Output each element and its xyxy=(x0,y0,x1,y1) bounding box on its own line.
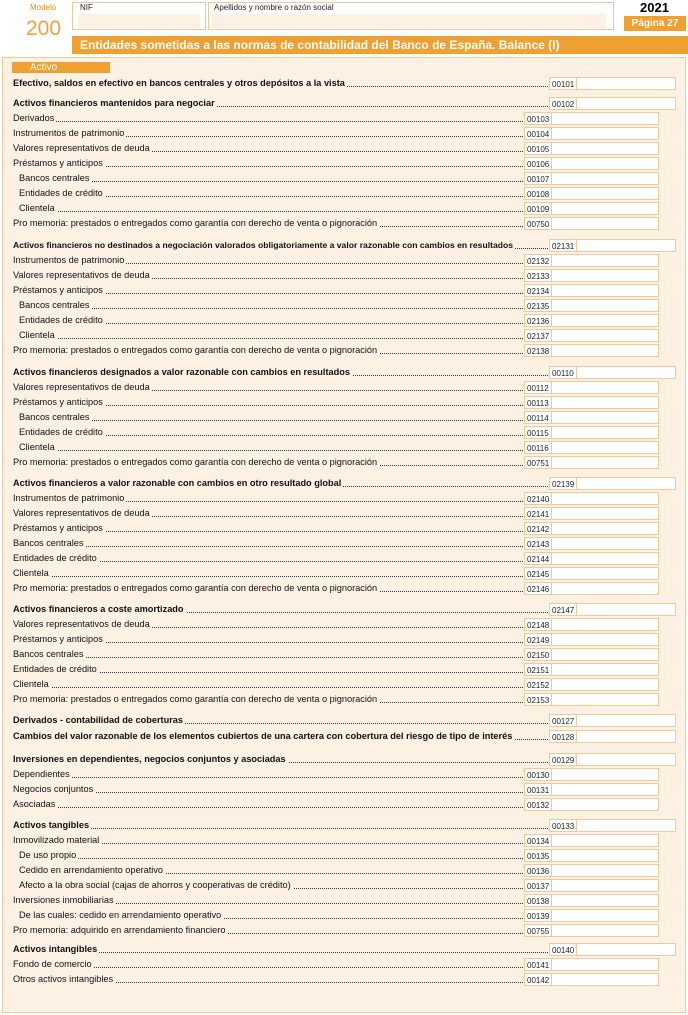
box-code: 00136 xyxy=(524,864,552,877)
row-label-text: Inmovilizado material xyxy=(13,835,100,845)
box-code: 00106 xyxy=(524,157,552,170)
row-label xyxy=(13,730,548,743)
amount-input[interactable] xyxy=(551,142,659,155)
row-label xyxy=(13,344,523,357)
amount-input[interactable] xyxy=(551,202,659,215)
amount-input[interactable] xyxy=(551,798,659,811)
row-label xyxy=(13,603,548,616)
row-label-text: De uso propio xyxy=(19,850,77,860)
box-code: 00109 xyxy=(524,202,552,215)
box-code: 00141 xyxy=(524,958,552,971)
row-label-text: Activos tangibles xyxy=(13,820,90,830)
modelo-label: Modelo xyxy=(30,3,57,12)
row-label xyxy=(19,441,523,454)
box-code: 02133 xyxy=(524,269,552,282)
row-label xyxy=(19,299,523,312)
box-code: 02141 xyxy=(524,507,552,520)
row-label xyxy=(19,849,523,862)
amount-input[interactable] xyxy=(551,582,659,595)
name-label: Apellidos y nombre o razón social xyxy=(214,3,334,12)
amount-input[interactable] xyxy=(551,381,659,394)
box-code: 02132 xyxy=(524,254,552,267)
modelo-number: 200 xyxy=(26,17,62,40)
row-label-text: Activos financieros mantenidos para negociar xyxy=(13,98,215,108)
row-label-text: Activos financieros a valor razonable con cambios en otro resultado global xyxy=(13,478,342,488)
box-code: 02140 xyxy=(524,492,552,505)
box-code: 02142 xyxy=(524,522,552,535)
row-label xyxy=(13,366,548,379)
box-code: 00112 xyxy=(524,381,552,394)
row-label xyxy=(13,112,523,125)
row-label-text: Afecto a la obra social (cajas de ahorros y cooperativas de crédito) xyxy=(19,880,291,890)
amount-input[interactable] xyxy=(551,254,659,267)
row-label xyxy=(13,678,523,691)
amount-input[interactable] xyxy=(576,753,676,766)
nif-input[interactable] xyxy=(78,14,200,28)
row-label-text: Préstamos y anticipos xyxy=(13,634,103,644)
row-label-text: Valores representativos de deuda xyxy=(13,143,150,153)
box-code: 02150 xyxy=(524,648,552,661)
row-label xyxy=(13,567,523,580)
row-label-text: Activos financieros a coste amortizado xyxy=(13,604,184,614)
box-code: 02148 xyxy=(524,618,552,631)
box-code: 00140 xyxy=(549,943,577,956)
row-label xyxy=(13,924,523,937)
row-label-text: Efectivo, saldos en efectivo en bancos centrales y otros depósitos a la vista xyxy=(13,78,345,88)
row-label xyxy=(19,329,523,342)
box-code: 00114 xyxy=(524,411,552,424)
row-label xyxy=(13,127,523,140)
box-code: 00102 xyxy=(549,97,577,110)
amount-input[interactable] xyxy=(551,269,659,282)
page-title: Entidades sometidas a las normas de contabilidad del Banco de España. Balance (I) xyxy=(72,36,688,54)
row-label xyxy=(13,552,523,565)
amount-input[interactable] xyxy=(551,973,659,986)
amount-input[interactable] xyxy=(576,239,676,252)
box-code: 02153 xyxy=(524,693,552,706)
box-code: 00108 xyxy=(524,187,552,200)
amount-input[interactable] xyxy=(551,456,659,469)
amount-input[interactable] xyxy=(551,127,659,140)
row-label-text: Pro memoria: adquirido en arrendamiento financiero xyxy=(13,925,226,935)
amount-input[interactable] xyxy=(551,396,659,409)
row-label-text: Derivados xyxy=(13,113,55,123)
row-label-text: Fondo de comercio xyxy=(13,959,92,969)
row-label-text: Negocios conjuntos xyxy=(13,784,94,794)
box-code: 02152 xyxy=(524,678,552,691)
amount-input[interactable] xyxy=(551,834,659,847)
row-label xyxy=(13,663,523,676)
row-label-text: Inversiones inmobiliarias xyxy=(13,895,114,905)
box-code: 00105 xyxy=(524,142,552,155)
amount-input[interactable] xyxy=(551,909,659,922)
amount-input[interactable] xyxy=(576,730,676,743)
row-label-text: Dependientes xyxy=(13,769,70,779)
row-label xyxy=(13,648,523,661)
row-label-text: Valores representativos de deuda xyxy=(13,270,150,280)
box-code: 00113 xyxy=(524,396,552,409)
box-code: 02139 xyxy=(549,477,577,490)
amount-input[interactable] xyxy=(551,648,659,661)
box-code: 02147 xyxy=(549,603,577,616)
amount-input[interactable] xyxy=(551,678,659,691)
amount-input[interactable] xyxy=(551,633,659,646)
row-label-text: Pro memoria: prestados o entregados como garantía con derecho de venta o pignoración xyxy=(13,457,378,467)
box-code: 00133 xyxy=(549,819,577,832)
row-label xyxy=(13,477,548,490)
box-code: 02138 xyxy=(524,344,552,357)
row-label xyxy=(13,239,548,252)
box-code: 00101 xyxy=(549,77,577,90)
row-label xyxy=(13,456,523,469)
row-label xyxy=(13,381,523,394)
row-label-text: Préstamos y anticipos xyxy=(13,523,103,533)
row-label xyxy=(13,783,523,796)
box-code: 00130 xyxy=(524,768,552,781)
row-label-text: Préstamos y anticipos xyxy=(13,397,103,407)
row-label-text: Instrumentos de patrimonio xyxy=(13,255,125,265)
amount-input[interactable] xyxy=(576,603,676,616)
row-label xyxy=(19,202,523,215)
amount-input[interactable] xyxy=(551,783,659,796)
row-label xyxy=(13,973,523,986)
row-label xyxy=(13,768,523,781)
row-label-text: Inversiones en dependientes, negocios conjuntos y asociadas xyxy=(13,754,286,764)
box-code: 00139 xyxy=(524,909,552,922)
box-code: 02149 xyxy=(524,633,552,646)
box-code: 02144 xyxy=(524,552,552,565)
row-label-text: Valores representativos de deuda xyxy=(13,619,150,629)
amount-input[interactable] xyxy=(551,284,659,297)
box-code: 00135 xyxy=(524,849,552,862)
row-label xyxy=(13,798,523,811)
box-code: 02131 xyxy=(549,239,577,252)
amount-input[interactable] xyxy=(551,924,659,937)
row-label-text: Otros activos intangibles xyxy=(13,974,114,984)
amount-input[interactable] xyxy=(551,879,659,892)
row-label xyxy=(19,314,523,327)
row-label-text: Cedido en arrendamiento operativo xyxy=(19,865,164,875)
row-label-text: Activos intangibles xyxy=(13,944,98,954)
row-label xyxy=(13,894,523,907)
row-label-text: Bancos centrales xyxy=(13,649,84,659)
row-label-text: De las cuales: cedido en arrendamiento operativo xyxy=(19,910,222,920)
row-label xyxy=(13,537,523,550)
amount-input[interactable] xyxy=(576,366,676,379)
row-label xyxy=(19,172,523,185)
row-label xyxy=(13,492,523,505)
row-label xyxy=(13,217,523,230)
row-label-text: Clientela xyxy=(13,568,49,578)
row-label xyxy=(19,411,523,424)
row-label-text: Préstamos y anticipos xyxy=(13,285,103,295)
row-label xyxy=(13,618,523,631)
box-code: 02143 xyxy=(524,537,552,550)
row-label xyxy=(13,396,523,409)
box-code: 00110 xyxy=(549,366,577,379)
section-tab-activo: Activo xyxy=(12,62,110,73)
row-label xyxy=(19,879,523,892)
amount-input[interactable] xyxy=(551,618,659,631)
row-label-text: Cambios del valor razonable de los elementos cubiertos de una cartera con cobertura del riesgo de tipo de interés xyxy=(13,731,513,741)
amount-input[interactable] xyxy=(551,768,659,781)
amount-input[interactable] xyxy=(576,477,676,490)
row-label-text: Clientela xyxy=(19,203,55,213)
box-code: 00134 xyxy=(524,834,552,847)
name-input[interactable] xyxy=(212,14,606,28)
box-code: 02145 xyxy=(524,567,552,580)
row-label xyxy=(13,157,523,170)
amount-input[interactable] xyxy=(551,329,659,342)
nif-label: NIF xyxy=(80,3,93,12)
box-code: 02136 xyxy=(524,314,552,327)
amount-input[interactable] xyxy=(551,172,659,185)
row-label xyxy=(19,909,523,922)
amount-input[interactable] xyxy=(551,849,659,862)
amount-input[interactable] xyxy=(551,344,659,357)
amount-input[interactable] xyxy=(551,537,659,550)
amount-input[interactable] xyxy=(551,217,659,230)
amount-input[interactable] xyxy=(576,77,676,90)
amount-input[interactable] xyxy=(551,411,659,424)
row-label xyxy=(13,507,523,520)
amount-input[interactable] xyxy=(551,507,659,520)
box-code: 00128 xyxy=(549,730,577,743)
amount-input[interactable] xyxy=(551,426,659,439)
row-label-text: Instrumentos de patrimonio xyxy=(13,493,125,503)
row-label-text: Valores representativos de deuda xyxy=(13,508,150,518)
row-label xyxy=(13,943,548,956)
box-code: 02146 xyxy=(524,582,552,595)
row-label-text: Asociadas xyxy=(13,799,56,809)
page-number: Página 27 xyxy=(624,16,686,31)
row-label-text: Clientela xyxy=(13,679,49,689)
box-code: 02151 xyxy=(524,663,552,676)
amount-input[interactable] xyxy=(576,819,676,832)
box-code: 02134 xyxy=(524,284,552,297)
amount-input[interactable] xyxy=(551,552,659,565)
row-label xyxy=(13,582,523,595)
row-label xyxy=(13,633,523,646)
row-label xyxy=(13,284,523,297)
box-code: 00750 xyxy=(524,217,552,230)
row-label xyxy=(13,77,548,90)
row-label-text: Entidades de crédito xyxy=(19,315,103,325)
box-code: 00138 xyxy=(524,894,552,907)
box-code: 00142 xyxy=(524,973,552,986)
row-label-text: Bancos centrales xyxy=(13,538,84,548)
amount-input[interactable] xyxy=(551,894,659,907)
row-label-text: Préstamos y anticipos xyxy=(13,158,103,168)
box-code: 02137 xyxy=(524,329,552,342)
amount-input[interactable] xyxy=(551,492,659,505)
amount-input[interactable] xyxy=(576,943,676,956)
row-label-text: Entidades de crédito xyxy=(13,553,97,563)
row-label xyxy=(13,269,523,282)
row-label-text: Entidades de crédito xyxy=(19,427,103,437)
amount-input[interactable] xyxy=(551,522,659,535)
row-label-text: Valores representativos de deuda xyxy=(13,382,150,392)
row-label-text: Bancos centrales xyxy=(19,412,90,422)
row-label xyxy=(19,187,523,200)
row-label xyxy=(13,714,548,727)
row-label xyxy=(13,254,523,267)
row-label-text: Bancos centrales xyxy=(19,173,90,183)
box-code: 00104 xyxy=(524,127,552,140)
amount-input[interactable] xyxy=(551,567,659,580)
box-code: 00103 xyxy=(524,112,552,125)
row-label xyxy=(19,426,523,439)
amount-input[interactable] xyxy=(576,714,676,727)
row-label-text: Clientela xyxy=(19,442,55,452)
row-label xyxy=(13,958,523,971)
amount-input[interactable] xyxy=(551,663,659,676)
row-label xyxy=(13,753,548,766)
box-code: 00751 xyxy=(524,456,552,469)
row-label-text: Pro memoria: prestados o entregados como garantía con derecho de venta o pignoración xyxy=(13,218,378,228)
box-code: 00127 xyxy=(549,714,577,727)
box-code: 00115 xyxy=(524,426,552,439)
row-label xyxy=(13,97,548,110)
row-label xyxy=(13,819,548,832)
row-label xyxy=(19,864,523,877)
row-label-text: Activos financieros no destinados a negociación valorados obligatoriamente a valor razonable con cambios en resultados xyxy=(13,240,514,250)
amount-input[interactable] xyxy=(551,958,659,971)
box-code: 00116 xyxy=(524,441,552,454)
row-label-text: Pro memoria: prestados o entregados como garantía con derecho de venta o pignoración xyxy=(13,583,378,593)
row-label-text: Activos financieros designados a valor razonable con cambios en resultados xyxy=(13,367,350,377)
row-label xyxy=(13,834,523,847)
row-label xyxy=(13,142,523,155)
row-label-text: Entidades de crédito xyxy=(13,664,97,674)
box-code: 00107 xyxy=(524,172,552,185)
box-code: 00755 xyxy=(524,924,552,937)
amount-input[interactable] xyxy=(551,187,659,200)
amount-input[interactable] xyxy=(551,314,659,327)
row-label xyxy=(13,522,523,535)
amount-input[interactable] xyxy=(551,112,659,125)
row-label-text: Bancos centrales xyxy=(19,300,90,310)
box-code: 00131 xyxy=(524,783,552,796)
row-label-text: Pro memoria: prestados o entregados como garantía con derecho de venta o pignoración xyxy=(13,345,378,355)
amount-input[interactable] xyxy=(551,864,659,877)
amount-input[interactable] xyxy=(576,97,676,110)
row-label-text: Derivados - contabilidad de coberturas xyxy=(13,715,184,725)
row-label-text: Instrumentos de patrimonio xyxy=(13,128,125,138)
amount-input[interactable] xyxy=(551,299,659,312)
row-label-text: Clientela xyxy=(19,330,55,340)
year: 2021 xyxy=(640,0,669,15)
box-code: 02135 xyxy=(524,299,552,312)
amount-input[interactable] xyxy=(551,693,659,706)
box-code: 00137 xyxy=(524,879,552,892)
amount-input[interactable] xyxy=(551,157,659,170)
box-code: 00129 xyxy=(549,753,577,766)
row-label-text: Pro memoria: prestados o entregados como garantía con derecho de venta o pignoración xyxy=(13,694,378,704)
row-label xyxy=(13,693,523,706)
amount-input[interactable] xyxy=(551,441,659,454)
row-label-text: Entidades de crédito xyxy=(19,188,103,198)
box-code: 00132 xyxy=(524,798,552,811)
